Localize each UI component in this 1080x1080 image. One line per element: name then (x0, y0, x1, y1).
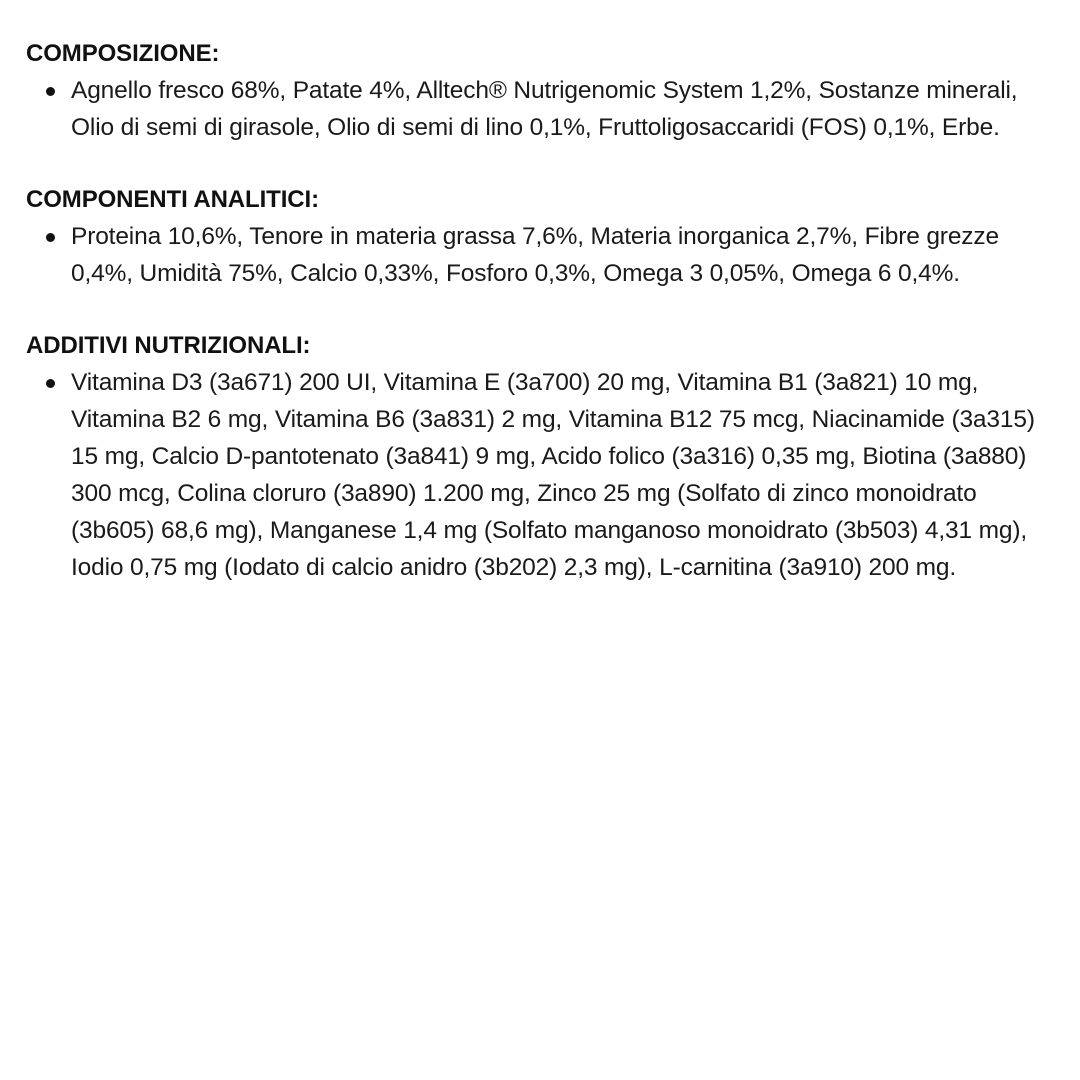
ingredients-document (26, 36, 1056, 622)
bullet-icon (46, 379, 55, 388)
section-title: COMPONENTI ANALITICI: (26, 186, 319, 213)
list-item (26, 72, 1056, 146)
list-item (26, 218, 1056, 292)
bullet-icon (46, 87, 55, 96)
bullet-list (26, 218, 1056, 292)
bullet-icon (46, 233, 55, 242)
section-title: ADDITIVI NUTRIZIONALI: (26, 332, 311, 359)
list-item-text: Proteina 10,6%, Tenore in materia grassa 7,6%, Materia inorganica 2,7%, Fibre grezze 0,4%, Umidità 75%, Calcio 0,33%, Fosforo 0,3%, Omega 3 0,05%, Omega 6 0,4%. (71, 223, 999, 287)
list-item (26, 364, 1056, 586)
list-item-text: Agnello fresco 68%, Patate 4%, Alltech® Nutrigenomic System 1,2%, Sostanze minerali, Olio di semi di girasole, Olio di semi di lino 0,1%, Fruttoligosaccaridi (FOS) 0,1%, Erbe. (71, 77, 1018, 141)
section-componenti-analitici (26, 182, 1056, 292)
section-additivi-nutrizionali (26, 328, 1056, 586)
section-composizione (26, 36, 1056, 146)
list-item-text: Vitamina D3 (3a671) 200 UI, Vitamina E (3a700) 20 mg, Vitamina B1 (3a821) 10 mg, Vitamina B2 6 mg, Vitamina B6 (3a831) 2 mg, Vitamina B12 75 mcg, Niacinamide (3a315) 15 mg, Calcio D-pantotenato (3a841) 9 mg, Acido folico (3a316) 0,35 mg, Biotina (3a880) 300 mcg, Colina cloruro (3a890) 1.200 mg, Zinco 25 mg (Solfato di zinco monoidrato (3b605) 68,6 mg), Manganese 1,4 mg (Solfato manganoso monoidrato (3b503) 4,31 mg), Iodio 0,75 mg (Iodato di calcio anidro (3b202) 2,3 mg), L-carnitina (3a910) 200 mg. (71, 369, 1035, 581)
section-title: COMPOSIZIONE: (26, 40, 220, 67)
bullet-list (26, 364, 1056, 586)
bullet-list (26, 72, 1056, 146)
